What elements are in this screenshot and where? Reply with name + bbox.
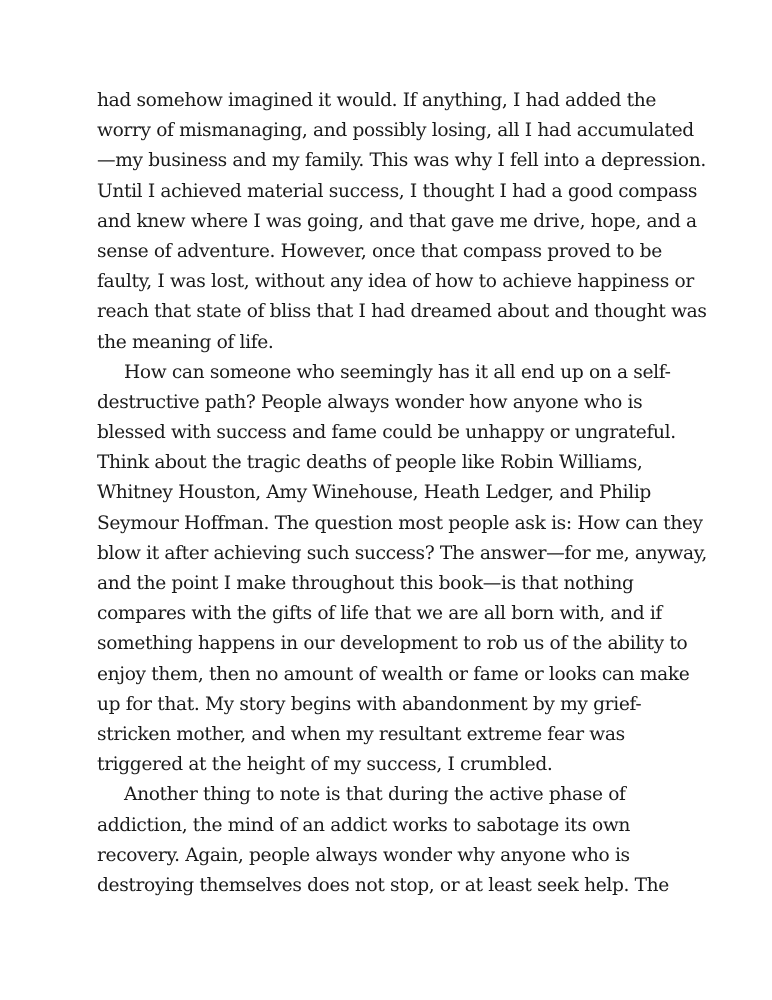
paragraph <box>97 358 707 781</box>
paragraph <box>97 86 707 358</box>
text-line: Another thing to note is that during the active phase of <box>124 784 626 806</box>
text-line: destroying themselves does not stop, or at least seek help. The <box>97 874 669 896</box>
text-line: faulty, I was lost, without any idea of how to achieve happiness or <box>97 271 694 293</box>
text-line: destructive path? People always wonder how anyone who is <box>97 391 643 413</box>
text-line: —my business and my family. This was why I fell into a depression. <box>97 150 706 172</box>
text-line: blessed with success and fame could be unhappy or ungrateful. <box>97 422 676 444</box>
text-line: had somehow imagined it would. If anything, I had added the <box>97 90 657 111</box>
text-line: Seymour Hoffman. The question most people ask is: How can they <box>97 512 703 534</box>
text-line: triggered at the height of my success, I crumbled. <box>97 754 553 776</box>
text-line: and the point I make throughout this book—is that nothing <box>97 573 634 594</box>
text-line: recovery. Again, people always wonder why anyone who is <box>97 844 630 866</box>
text-line: Until I achieved material success, I thought I had a good compass <box>97 180 698 202</box>
text-line: stricken mother, and when my resultant extreme fear was <box>97 723 625 745</box>
text-line: compares with the gifts of life that we are all born with, and if <box>97 603 662 625</box>
text-line: Think about the tragic deaths of people like Robin Williams, <box>97 452 643 474</box>
text-line: How can someone who seemingly has it all end up on a self- <box>124 361 671 383</box>
text-line: something happens in our development to rob us of the ability to <box>97 633 688 655</box>
text-line: Whitney Houston, Amy Winehouse, Heath Ledger, and Philip <box>97 482 651 504</box>
text-line: the meaning of life. <box>97 331 274 353</box>
text-line: blow it after achieving such success? The answer—for me, anyway, <box>97 542 707 564</box>
text-line: reach that state of bliss that I had dreamed about and thought was <box>97 301 707 323</box>
text-line: and knew where I was going, and that gave me drive, hope, and a <box>97 210 697 232</box>
text-line: sense of adventure. However, once that compass proved to be <box>97 240 662 262</box>
text-line: enjoy them, then no amount of wealth or fame or looks can make <box>97 663 690 685</box>
paragraph <box>97 780 697 901</box>
text-line: up for that. My story begins with abandonment by my grief- <box>97 693 642 715</box>
document-page <box>97 86 707 901</box>
text-line: addiction, the mind of an addict works to sabotage its own <box>97 814 631 836</box>
text-line: worry of mismanaging, and possibly losing, all I had accumulated <box>97 120 694 142</box>
